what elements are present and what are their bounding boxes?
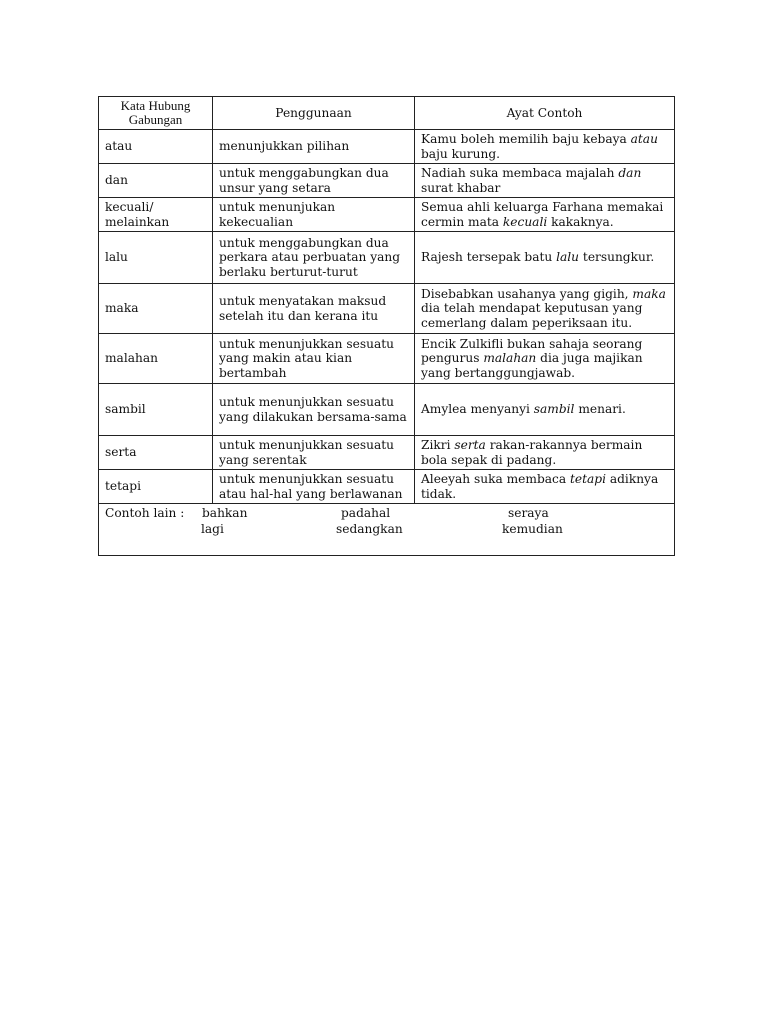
example-text: rakan-rakannya bermain bola sepak di padang. xyxy=(421,437,643,467)
table-row xyxy=(99,164,675,198)
example-conjunction: lalu xyxy=(556,250,580,265)
table-header-row xyxy=(99,97,675,130)
example-text: Encik Zulkifli bukan sahaja seorang pengurus xyxy=(421,336,643,366)
example-text: dia juga majikan yang bertanggungjawab. xyxy=(421,351,643,380)
other-examples-cell xyxy=(99,504,675,556)
usage-cell: untuk menggabungkan dua perkara atau perbuatan yang berlaku berturut-turut xyxy=(213,232,415,284)
example-cell xyxy=(415,164,675,198)
word-cell: serta xyxy=(99,436,213,470)
usage-cell: untuk menggabungkan dua unsur yang setara xyxy=(213,164,415,198)
example-conjunction: serta xyxy=(454,437,486,452)
word-cell: maka xyxy=(99,284,213,334)
usage-cell: menunjukkan pilihan xyxy=(213,130,415,164)
other-examples-label: Contoh lain : xyxy=(105,506,185,520)
word-cell: lalu xyxy=(99,232,213,284)
word-cell: atau xyxy=(99,130,213,164)
example-word: sedangkan xyxy=(336,522,403,536)
table-row xyxy=(99,436,675,470)
example-text: dia telah mendapat keputusan yang cemerlang dalam peperiksaan itu. xyxy=(421,301,643,330)
example-conjunction: sambil xyxy=(533,402,575,417)
usage-cell: untuk menunjukkan sesuatu atau hal-hal yang berlawanan xyxy=(213,470,415,504)
example-word: kemudian xyxy=(502,522,563,536)
example-cell xyxy=(415,436,675,470)
example-conjunction: malahan xyxy=(483,351,537,366)
example-word: seraya xyxy=(508,506,549,520)
example-cell xyxy=(415,130,675,164)
example-conjunction: maka xyxy=(632,286,666,301)
example-text: surat khabar xyxy=(421,180,501,195)
usage-cell: untuk menyatakan maksud setelah itu dan kerana itu xyxy=(213,284,415,334)
usage-cell: untuk menunjukkan sesuatu yang makin atau kian bertambah xyxy=(213,334,415,384)
example-word: padahal xyxy=(341,506,391,520)
table-row xyxy=(99,284,675,334)
example-cell xyxy=(415,198,675,232)
word-cell: sambil xyxy=(99,384,213,436)
table-row xyxy=(99,198,675,232)
example-conjunction: atau xyxy=(630,131,658,146)
usage-cell: untuk menunjukkan sesuatu yang serentak xyxy=(213,436,415,470)
example-cell xyxy=(415,384,675,436)
header-kata-hubung xyxy=(99,97,213,130)
example-text: Kamu boleh memilih baju kebaya xyxy=(421,131,631,146)
example-cell xyxy=(415,284,675,334)
example-text: menari. xyxy=(574,402,626,417)
usage-cell: untuk menunjukkan sesuatu yang dilakukan bersama-sama xyxy=(213,384,415,436)
example-conjunction: tetapi xyxy=(570,471,606,486)
footer-row xyxy=(99,504,675,556)
word-cell: kecuali/ melainkan xyxy=(99,198,213,232)
example-text: Nadiah suka membaca majalah xyxy=(421,165,619,180)
example-cell xyxy=(415,470,675,504)
example-text: adiknya tidak. xyxy=(421,471,659,501)
usage-cell: untuk menunjukan kekecualian xyxy=(213,198,415,232)
header-line-2: Gabungan xyxy=(128,112,183,127)
example-conjunction: dan xyxy=(618,165,642,180)
example-text: Rajesh tersepak batu xyxy=(421,250,557,265)
table-row xyxy=(99,334,675,384)
example-text: Amylea menyanyi xyxy=(421,402,534,417)
header-ayat-contoh: Ayat Contoh xyxy=(415,97,675,130)
example-text: Semua ahli keluarga Farhana memakai cermin mata xyxy=(421,199,664,229)
table-row xyxy=(99,130,675,164)
table-row xyxy=(99,470,675,504)
example-text: Zikri xyxy=(421,437,455,452)
table-row xyxy=(99,232,675,284)
example-cell xyxy=(415,232,675,284)
header-line-1: Kata Hubung xyxy=(120,98,191,113)
word-cell: malahan xyxy=(99,334,213,384)
example-text: baju kurung. xyxy=(421,146,501,161)
example-word: bahkan xyxy=(202,506,248,520)
word-cell: tetapi xyxy=(99,470,213,504)
example-text: kakaknya. xyxy=(547,214,614,229)
example-text: tersungkur. xyxy=(579,250,655,265)
table-row xyxy=(99,384,675,436)
word-cell: dan xyxy=(99,164,213,198)
conjunction-table xyxy=(98,96,675,556)
example-text: Disebabkan usahanya yang gigih, xyxy=(421,286,633,301)
example-text: Aleeyah suka membaca xyxy=(421,471,570,486)
example-cell xyxy=(415,334,675,384)
example-word: lagi xyxy=(201,522,224,536)
header-penggunaan: Penggunaan xyxy=(213,97,415,130)
example-conjunction: kecuali xyxy=(502,214,548,229)
